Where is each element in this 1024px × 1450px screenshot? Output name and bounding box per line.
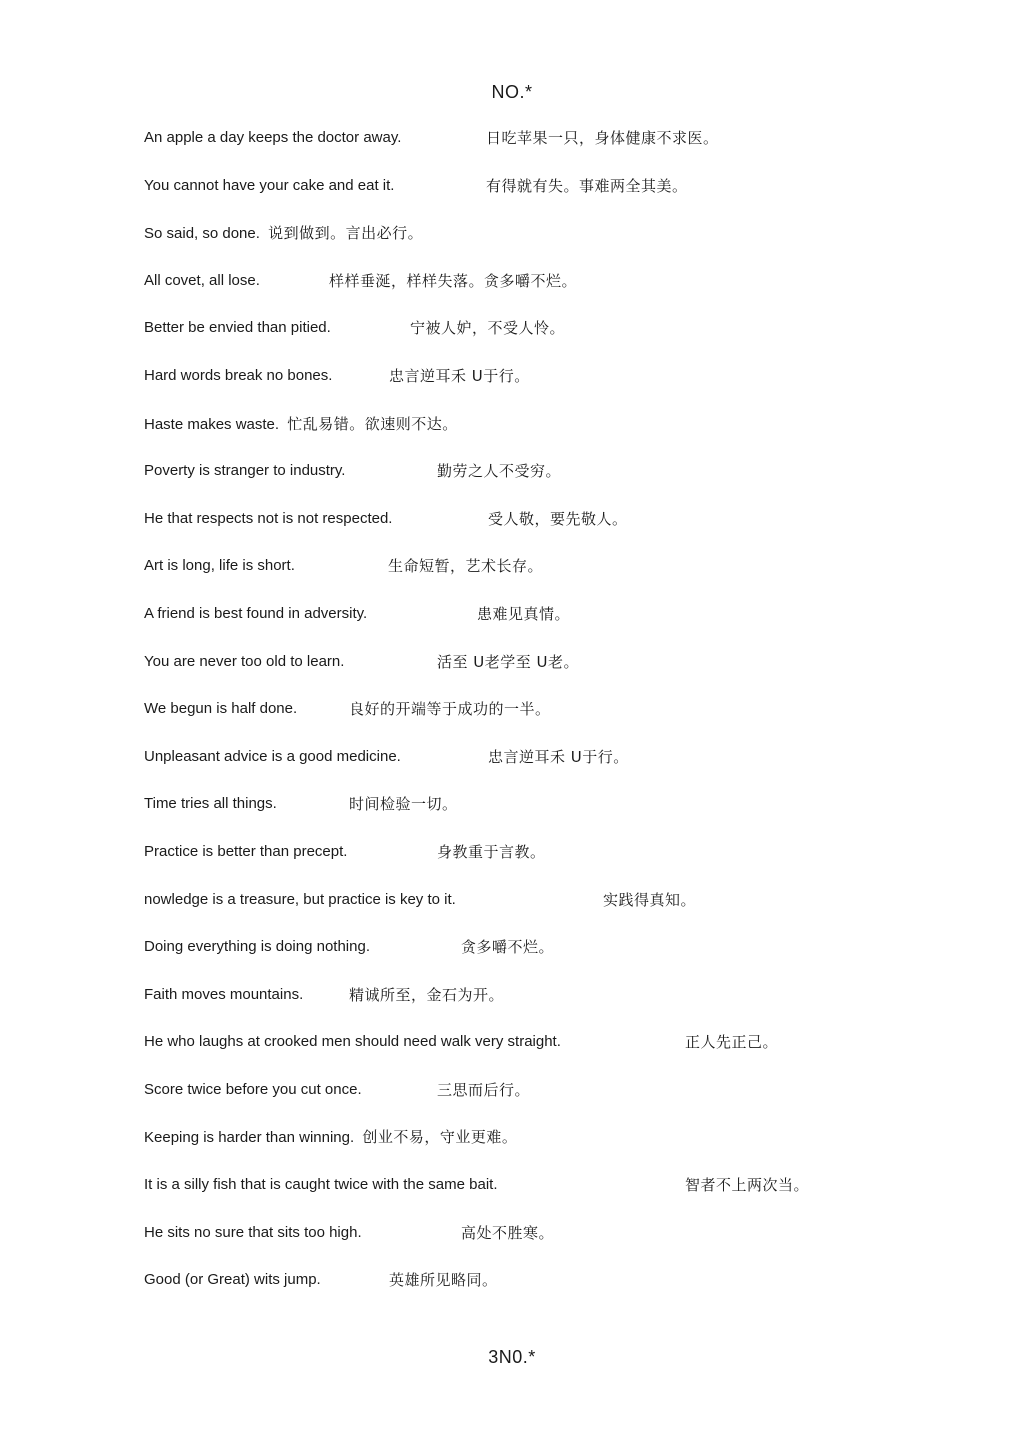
proverb-english: Practice is better than precept.: [144, 842, 348, 860]
proverb-row: [144, 600, 904, 648]
proverb-english: So said, so done.: [144, 225, 260, 243]
proverb-english: Poverty is stranger to industry.: [144, 462, 346, 480]
page-header: NO.*: [491, 82, 533, 102]
proverb-english: Haste makes waste.: [144, 415, 280, 433]
proverb-chinese: 有得就有失。事难两全其美。: [486, 176, 688, 195]
proverb-row: [144, 1076, 904, 1124]
proverb-chinese: 勤劳之人不受穷。: [437, 462, 562, 481]
proverb-english: Good (or Great) wits jump.: [144, 1271, 321, 1289]
proverb-english: He who laughs at crooked men should need walk very straight.: [144, 1033, 561, 1051]
proverb-row: [144, 743, 904, 791]
proverb-chinese: 正人先正己。: [685, 1033, 779, 1052]
proverb-english: nowledge is a treasure, but practice is key to it.: [144, 890, 456, 908]
proverb-row: [144, 838, 904, 886]
proverb-english: Score twice before you cut once.: [144, 1080, 362, 1098]
proverb-list: [144, 124, 904, 1314]
proverb-english: You are never too old to learn.: [144, 652, 345, 670]
proverb-english: We begun is half done.: [144, 700, 298, 718]
proverb-chinese: 时间检验一切。: [349, 795, 458, 814]
proverb-row: [144, 505, 904, 553]
proverb-row: [144, 981, 904, 1029]
proverb-row: [144, 1219, 904, 1267]
proverb-row: [144, 695, 904, 743]
proverb-chinese: 实践得真知。: [603, 890, 697, 909]
proverb-row: [144, 648, 904, 696]
proverb-chinese: 智者不上两次当。: [685, 1176, 810, 1195]
proverb-row: [144, 457, 904, 505]
proverb-english: Keeping is harder than winning.: [144, 1129, 355, 1147]
proverb-english: A friend is best found in adversity.: [144, 604, 368, 622]
proverb-chinese: 英雄所见略同。: [389, 1271, 498, 1290]
proverb-row: [144, 314, 904, 362]
proverb-english: It is a silly fish that is caught twice with the same bait.: [144, 1176, 498, 1194]
proverb-chinese: 精诚所至，金石为开。: [349, 985, 505, 1004]
proverb-chinese: 活至 U老学至 U老。: [437, 652, 579, 671]
proverb-chinese: 三思而后行。: [437, 1080, 531, 1099]
proverb-english: Better be envied than pitied.: [144, 319, 331, 337]
proverb-english: Doing everything is doing nothing.: [144, 938, 370, 956]
proverb-english: He that respects not is not respected.: [144, 509, 393, 527]
proverb-chinese: 身教重于言教。: [437, 842, 546, 861]
proverb-chinese: 受人敬，要先敬人。: [488, 509, 628, 528]
proverb-english: Faith moves mountains.: [144, 985, 304, 1003]
proverb-english: All covet, all lose.: [144, 271, 260, 289]
proverb-row: [144, 1266, 904, 1314]
proverb-chinese: 忠言逆耳禾 U于行。: [488, 747, 629, 766]
proverb-chinese: 生命短暂，艺术长存。: [388, 557, 544, 576]
proverb-english: You cannot have your cake and eat it.: [144, 176, 395, 194]
proverb-row: [144, 172, 904, 220]
proverb-english: Unpleasant advice is a good medicine.: [144, 747, 401, 765]
proverb-row: [144, 219, 904, 267]
proverb-row: [144, 267, 904, 315]
proverb-row: [144, 1171, 904, 1219]
proverb-chinese: 样样垂涎，样样失落。贪多嚼不烂。: [329, 271, 578, 290]
proverb-english: An apple a day keeps the doctor away.: [144, 129, 402, 146]
proverb-chinese: 忠言逆耳禾 U于行。: [389, 366, 530, 385]
proverb-row: [144, 124, 904, 172]
proverb-english: Art is long, life is short.: [144, 557, 295, 575]
proverb-english: Time tries all things.: [144, 795, 277, 813]
proverb-chinese: 良好的开端等于成功的一半。: [349, 700, 551, 719]
proverb-chinese: 患难见真情。: [477, 604, 571, 623]
proverb-english: Hard words break no bones.: [144, 366, 333, 384]
proverb-chinese: 忙乱易错。欲速则不达。: [287, 414, 458, 433]
proverb-row: [144, 410, 904, 458]
proverb-chinese: 贪多嚼不烂。: [461, 938, 555, 957]
proverb-chinese: 宁被人妒，不受人怜。: [410, 319, 566, 338]
proverb-chinese: 创业不易，守业更难。: [362, 1128, 518, 1147]
proverb-row: [144, 886, 904, 934]
proverb-chinese: 高处不胜寒。: [461, 1223, 555, 1242]
proverb-english: He sits no sure that sits too high.: [144, 1223, 362, 1241]
proverb-row: [144, 933, 904, 981]
proverb-row: [144, 1028, 904, 1076]
proverb-row: [144, 552, 904, 600]
proverb-row: [144, 362, 904, 410]
proverb-row: [144, 1123, 904, 1171]
proverb-chinese: 日吃苹果一只，身体健康不求医。: [486, 129, 719, 147]
proverb-row: [144, 790, 904, 838]
proverb-chinese: 说到做到。言出必行。: [268, 224, 424, 243]
page-footer: 3N0.*: [488, 1347, 536, 1367]
